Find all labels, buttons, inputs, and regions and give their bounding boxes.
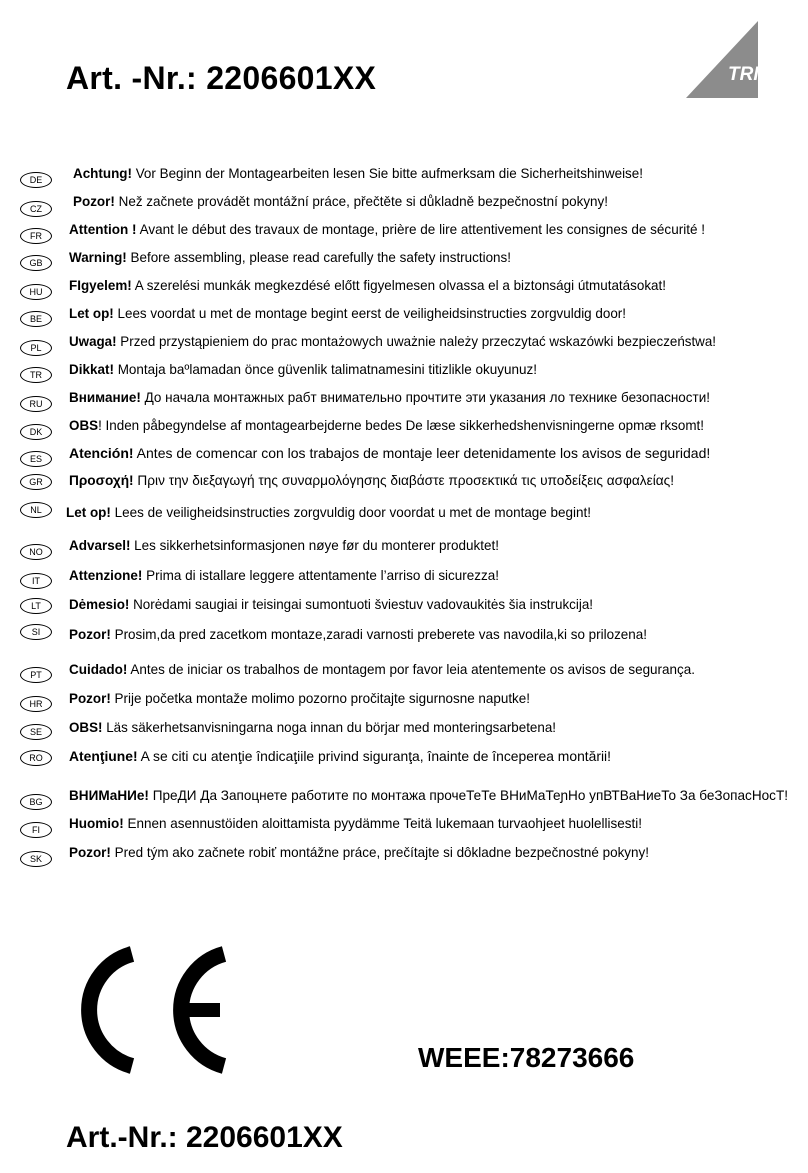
warning-label: Attention !	[69, 221, 137, 237]
warning-label: Pozor!	[69, 690, 111, 706]
warning-text	[69, 303, 626, 323]
language-code-badge: NL	[20, 502, 52, 518]
article-number-footer: Art.-Nr.: 2206601XX	[66, 1121, 343, 1154]
language-code-badge: ES	[20, 451, 52, 467]
warning-row-lt	[0, 594, 808, 616]
language-code-badge: NO	[20, 544, 52, 560]
warning-text	[69, 842, 649, 862]
warning-text	[69, 331, 716, 351]
warning-message: Norėdami saugiai ir teisingai sumontuoti šviestuv vadovaukitės šia instrukcija!	[129, 596, 593, 612]
warning-row-es	[0, 443, 808, 465]
language-code-badge: BE	[20, 311, 52, 327]
warning-label: Pozor!	[69, 626, 111, 642]
language-code-badge: SI	[20, 624, 52, 640]
warning-text	[69, 219, 705, 239]
warning-label: Atención!	[69, 445, 134, 461]
warning-text	[69, 443, 710, 463]
warning-row-no	[0, 535, 808, 557]
warning-text	[69, 594, 593, 614]
language-code-badge: BG	[20, 794, 52, 810]
warning-message: Πριν την διεξαγωγή της συναρμολόγησης διαβάστε προσεκτικά τις υποδείξεις ασφαλείας!	[133, 472, 674, 488]
language-code-badge: RO	[20, 750, 52, 766]
warning-message: ! Inden påbegyndelse af montagearbejderne bedes De læse sikkerhedshenvisningerne opmæ rksomt!	[98, 417, 704, 433]
warning-message: Avant le début des travaux de montage, prière de lire attentivement les consignes de sécurité !	[136, 221, 705, 237]
warning-text	[69, 359, 537, 379]
warning-message: Ennen asennustöiden aloittamista pyydämme Teitä lukemaan turvaohjeet huolellisesti!	[123, 815, 642, 831]
warning-row-nl	[0, 502, 808, 524]
warning-row-de	[0, 163, 808, 185]
warning-row-sk	[0, 842, 808, 864]
warning-text	[69, 746, 611, 766]
warning-text	[69, 717, 556, 737]
warning-message: Antes de iniciar os trabalhos de montagem por favor leia atentemente os avisos de segurança.	[127, 661, 695, 677]
warning-message: A se citi cu atenţie îndicaţiile privind siguranţa, înainte de începerea montării!	[137, 748, 612, 764]
warning-label: Uwaga!	[69, 333, 117, 349]
language-code-badge: FR	[20, 228, 52, 244]
warning-text	[69, 624, 647, 644]
warning-text	[69, 785, 788, 805]
warning-text	[69, 387, 710, 407]
warning-row-be	[0, 303, 808, 325]
warning-label: OBS!	[69, 719, 103, 735]
warning-row-dk	[0, 415, 808, 437]
language-code-badge: PL	[20, 340, 52, 356]
warning-message: Before assembling, please read carefully the safety instructions!	[126, 249, 511, 265]
warning-row-tr	[0, 359, 808, 381]
warning-message: A szerelési munkák megkezdésé előtt figyelmesen olvassa el a biztonsági útmutatásokat!	[131, 277, 666, 293]
warning-label: FIgyelem!	[69, 277, 132, 293]
warning-message: Les sikkerhetsinformasjonen nøye før du monterer produktet!	[130, 537, 499, 553]
weee-number: WEEE:78273666	[418, 1042, 635, 1073]
warning-label: Advarsel!	[69, 537, 131, 553]
warning-text	[69, 688, 530, 708]
warning-label: Cuidado!	[69, 661, 128, 677]
language-code-badge: SE	[20, 724, 52, 740]
warning-label: Внимание!	[69, 389, 141, 405]
warning-text	[69, 813, 642, 833]
warning-message: Pred tým ako začnete robiť montážne práce, prečítajte si dôkladne bezpečnostné pokyny!	[110, 844, 650, 860]
warning-label: Pozor!	[69, 844, 111, 860]
language-code-badge: LT	[20, 598, 52, 614]
language-code-badge: RU	[20, 396, 52, 412]
warning-label: OBS	[69, 417, 99, 433]
warning-row-se	[0, 717, 808, 739]
language-code-badge: GR	[20, 474, 52, 490]
warning-message: Montaja baºlamadan önce güvenlik talimatnamesini titizlikle okuyunuz!	[113, 361, 538, 377]
warning-message: Lees voordat u met de montage begint eerst de veiligheidsinstructies zorgvuldig door!	[113, 305, 627, 321]
warning-text	[69, 659, 695, 679]
warning-message: Przed przystąpieniem do prac montażowych uważnie należy przeczytać wskazówki bezpieczeństwa!	[116, 333, 717, 349]
warning-label: Atenţiune!	[69, 748, 138, 764]
warning-row-gb	[0, 247, 808, 269]
warning-row-hr	[0, 688, 808, 710]
article-number-title: Art. -Nr.: 2206601XX	[66, 60, 377, 96]
warning-row-bg	[0, 785, 808, 807]
warning-label: Attenzione!	[69, 567, 143, 583]
language-code-badge: GB	[20, 255, 52, 271]
warning-row-gr	[0, 470, 808, 492]
warning-row-ru	[0, 387, 808, 409]
warning-label: Pozor!	[73, 193, 115, 209]
warning-label: Dėmesio!	[69, 596, 130, 612]
warning-row-pl	[0, 331, 808, 353]
language-code-badge: PT	[20, 667, 52, 683]
warning-text	[73, 163, 643, 183]
warning-text	[69, 470, 674, 490]
warning-message: Läs säkerhetsanvisningarna noga innan du börjar med monteringsarbetena!	[102, 719, 557, 735]
language-code-badge: DK	[20, 424, 52, 440]
ce-mark-icon	[62, 946, 237, 1074]
language-code-badge: HR	[20, 696, 52, 712]
language-code-badge: IT	[20, 573, 52, 589]
warning-message: Prosim,da pred zacetkom montaze,zaradi varnosti preberete vas navodila,ki so prilozena!	[110, 626, 647, 642]
warning-label: Achtung!	[73, 165, 132, 181]
language-code-badge: FI	[20, 822, 52, 838]
language-code-badge: HU	[20, 284, 52, 300]
warning-label: Let op!	[69, 305, 114, 321]
warning-row-ro	[0, 746, 808, 768]
warning-row-fi	[0, 813, 808, 835]
language-code-badge: CZ	[20, 201, 52, 217]
warning-message: Prije početka montaže molimo pozorno pročitajte sigurnosne naputke!	[110, 690, 530, 706]
warning-message: Antes de comencar con los trabajos de montaje leer detenidamente los avisos de seguridad!	[133, 445, 711, 461]
warning-label: Let op!	[66, 504, 111, 520]
warning-row-si	[0, 624, 808, 646]
warning-text	[69, 415, 704, 435]
warning-label: Dikkat!	[69, 361, 114, 377]
warning-message: Lees de veiligheidsinstructies zorgvuldig door voordat u met de montage begint!	[110, 504, 591, 520]
warning-label: Huomio!	[69, 815, 124, 831]
warning-message: Prima di istallare leggere attentamente l’arriso di sicurezza!	[142, 567, 499, 583]
warning-row-hu	[0, 275, 808, 297]
warning-message: Vor Beginn der Montagearbeiten lesen Sie bitte aufmerksam die Sicherheitshinweise!	[131, 165, 644, 181]
logo-text: TRIO	[728, 64, 774, 85]
warning-text	[69, 247, 511, 267]
language-code-badge: DE	[20, 172, 52, 188]
warning-text	[69, 275, 666, 295]
warning-message: Než začnete provádět montážní práce, přečtěte si důkladně bezpečnostní pokyny!	[114, 193, 608, 209]
warning-message: До начала монтажных рабт внимательно прочтите эти указания ло технике безопасности!	[140, 389, 710, 405]
warning-label: Προσοχή!	[69, 472, 134, 488]
warning-row-it	[0, 565, 808, 587]
warning-text	[69, 535, 499, 555]
warning-label: ВНИМаНИе!	[69, 787, 149, 803]
warning-message: ПреДИ Да Запоцнете работите по монтажа прочеТеТе ВНиМаТеɲНо упВТВаНиеТо За беЗопасНосТ!	[148, 787, 788, 803]
language-code-badge: TR	[20, 367, 52, 383]
language-code-badge: SK	[20, 851, 52, 867]
warning-text	[73, 191, 608, 211]
warning-row-fr	[0, 219, 808, 241]
warning-text	[66, 502, 591, 522]
warning-row-pt	[0, 659, 808, 681]
warning-label: Warning!	[69, 249, 127, 265]
warning-row-cz	[0, 191, 808, 213]
warning-text	[69, 565, 499, 585]
